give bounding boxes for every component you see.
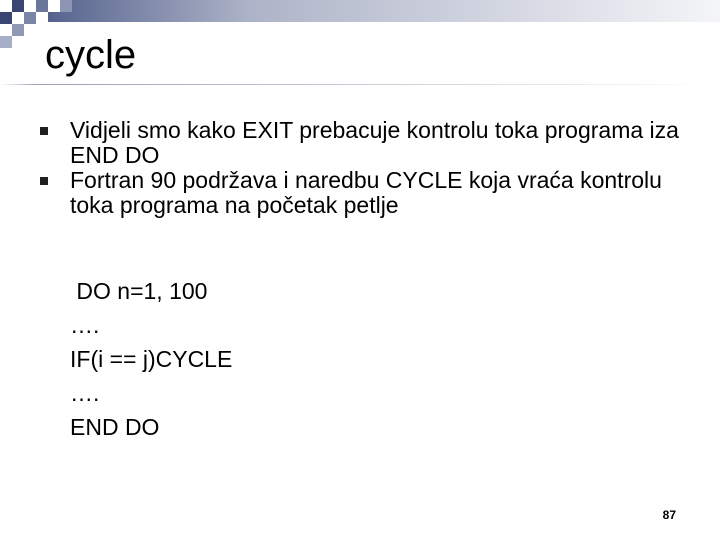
code-line: …. [70, 312, 100, 338]
code-block [70, 274, 232, 444]
slide-title: cycle [45, 33, 137, 77]
square-bullet-icon [40, 127, 48, 135]
title-underline [0, 84, 720, 85]
code-line: DO n=1, 100 [70, 278, 208, 304]
bullet-item [40, 168, 700, 218]
square-bullet-icon [40, 177, 48, 185]
code-line: IF(i == j)CYCLE [70, 346, 233, 372]
code-line: …. [70, 380, 100, 406]
bullet-text: Fortran 90 podržava i naredbu CYCLE koja vraća kontrolu toka programa na početak petlje [70, 167, 662, 218]
page-number: 87 [662, 508, 676, 522]
bullet-list [40, 118, 700, 218]
code-line: END DO [70, 414, 160, 440]
bullet-text: Vidjeli smo kako EXIT prebacuje kontrolu toka programa iza END DO [70, 117, 679, 168]
bullet-item [40, 118, 700, 168]
